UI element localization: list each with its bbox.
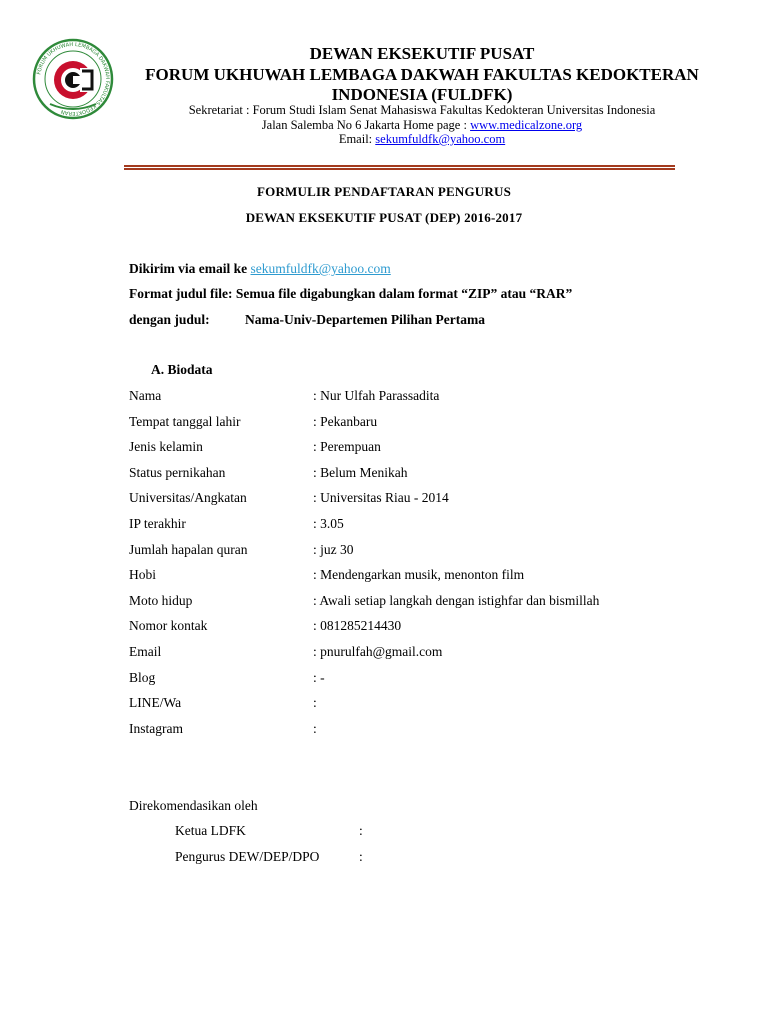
pengurus-colon: :: [359, 849, 363, 864]
biodata-value: : -: [313, 669, 325, 685]
biodata-label: Nama: [129, 388, 162, 403]
header-divider-bottom: [124, 168, 675, 170]
biodata-row: [129, 516, 729, 536]
format-line: Format judul file: Semua file digabungkan dalam format “ZIP” atau “RAR”: [129, 286, 573, 301]
fuldfk-logo: [32, 38, 114, 120]
biodata-row: [129, 439, 729, 459]
pengurus-label: Pengurus DEW/DEP/DPO: [175, 849, 320, 864]
biodata-row: [129, 721, 729, 741]
biodata-label: Hobi: [129, 567, 156, 583]
biodata-label: LINE/Wa: [129, 695, 182, 711]
ketua-label: Ketua LDFK: [175, 823, 246, 838]
sekretariat-line: Sekretariat : Forum Studi Islam Senat Mahasiswa Fakultas Kedokteran Universitas Indonesia: [188, 103, 656, 117]
ketua-colon: :: [359, 823, 363, 838]
title-format-value: Nama-Univ-Departemen Pilihan Pertama: [245, 312, 485, 327]
biodata-row: [129, 567, 729, 587]
biodata-row: [129, 490, 729, 510]
biodata-row: [129, 388, 729, 408]
biodata-value: : juz 30: [313, 541, 354, 557]
biodata-label: Jumlah hapalan quran: [129, 541, 248, 557]
biodata-value: : Universitas Riau - 2014: [313, 490, 449, 506]
biodata-row: [129, 644, 729, 664]
biodata-label: Universitas/Angkatan: [129, 490, 247, 506]
biodata-value: : Mendengarkan musik, menonton film: [313, 567, 525, 583]
biodata-value: : 081285214430: [313, 618, 402, 634]
org-title-line3: INDONESIA (FULDFK): [331, 85, 513, 104]
recommendation-heading: Direkomendasikan oleh: [129, 798, 258, 813]
biodata-row: [129, 542, 729, 562]
sent-via-line: [129, 261, 391, 277]
org-title-line1: DEWAN EKSEKUTIF PUSAT: [309, 44, 535, 63]
biodata-value: : Nur Ulfah Parassadita: [313, 388, 440, 403]
biodata-label: Instagram: [129, 720, 183, 736]
biodata-value: :: [313, 695, 317, 711]
org-title-line2: FORUM UKHUWAH LEMBAGA DAKWAH FAKULTAS KEDOKTERAN: [145, 65, 699, 84]
biodata-value: : Belum Menikah: [313, 464, 408, 480]
biodata-row: [129, 670, 729, 690]
biodata-heading: A. Biodata: [151, 362, 213, 377]
biodata-value: : Awali setiap langkah dengan istighfar dan bismillah: [313, 592, 600, 608]
biodata-row: [129, 465, 729, 485]
header-email-link[interactable]: sekumfuldfk@yahoo.com: [375, 132, 506, 146]
title-format-label: dengan judul:: [129, 312, 210, 327]
title-format-line: [129, 312, 485, 328]
biodata-label: IP terakhir: [129, 516, 186, 531]
biodata-row: [129, 695, 729, 715]
biodata-value: : Perempuan: [313, 439, 381, 455]
form-title-line2: DEWAN EKSEKUTIF PUSAT (DEP) 2016-2017: [245, 210, 523, 225]
biodata-value: :: [313, 720, 317, 736]
form-title-line1: FORMULIR PENDAFTARAN PENGURUS: [257, 184, 511, 199]
homepage-link[interactable]: www.medicalzone.org: [470, 118, 583, 132]
biodata-label: Jenis kelamin: [129, 439, 203, 455]
sent-via-text: Dikirim via email ke: [129, 261, 251, 276]
biodata-row: [129, 414, 729, 434]
biodata-value: : Pekanbaru: [313, 413, 378, 429]
biodata-label: Tempat tanggal lahir: [129, 413, 241, 429]
email-label: Email:: [338, 132, 376, 146]
biodata-label: Email: [129, 644, 162, 659]
email-line: [122, 132, 722, 147]
biodata-value: : 3.05: [313, 516, 344, 531]
svg-text:FORUM UKHUWAH LEMBAGA DAKWAH F: FORUM UKHUWAH LEMBAGA DAKWAH FAKULTAS KEDOKTERAN: [36, 41, 111, 117]
biodata-row: [129, 593, 729, 613]
biodata-label: Blog: [129, 669, 156, 685]
biodata-row: [129, 618, 729, 638]
sent-email-link[interactable]: sekumfuldfk@yahoo.com: [250, 261, 391, 276]
biodata-value: : pnurulfah@gmail.com: [313, 644, 443, 659]
biodata-label: Nomor kontak: [129, 618, 208, 634]
biodata-label: Moto hidup: [129, 592, 193, 608]
address-line: [122, 118, 722, 133]
address-text: Jalan Salemba No 6 Jakarta Home page :: [261, 118, 471, 132]
biodata-label: Status pernikahan: [129, 464, 226, 480]
header-divider-top: [124, 165, 675, 167]
